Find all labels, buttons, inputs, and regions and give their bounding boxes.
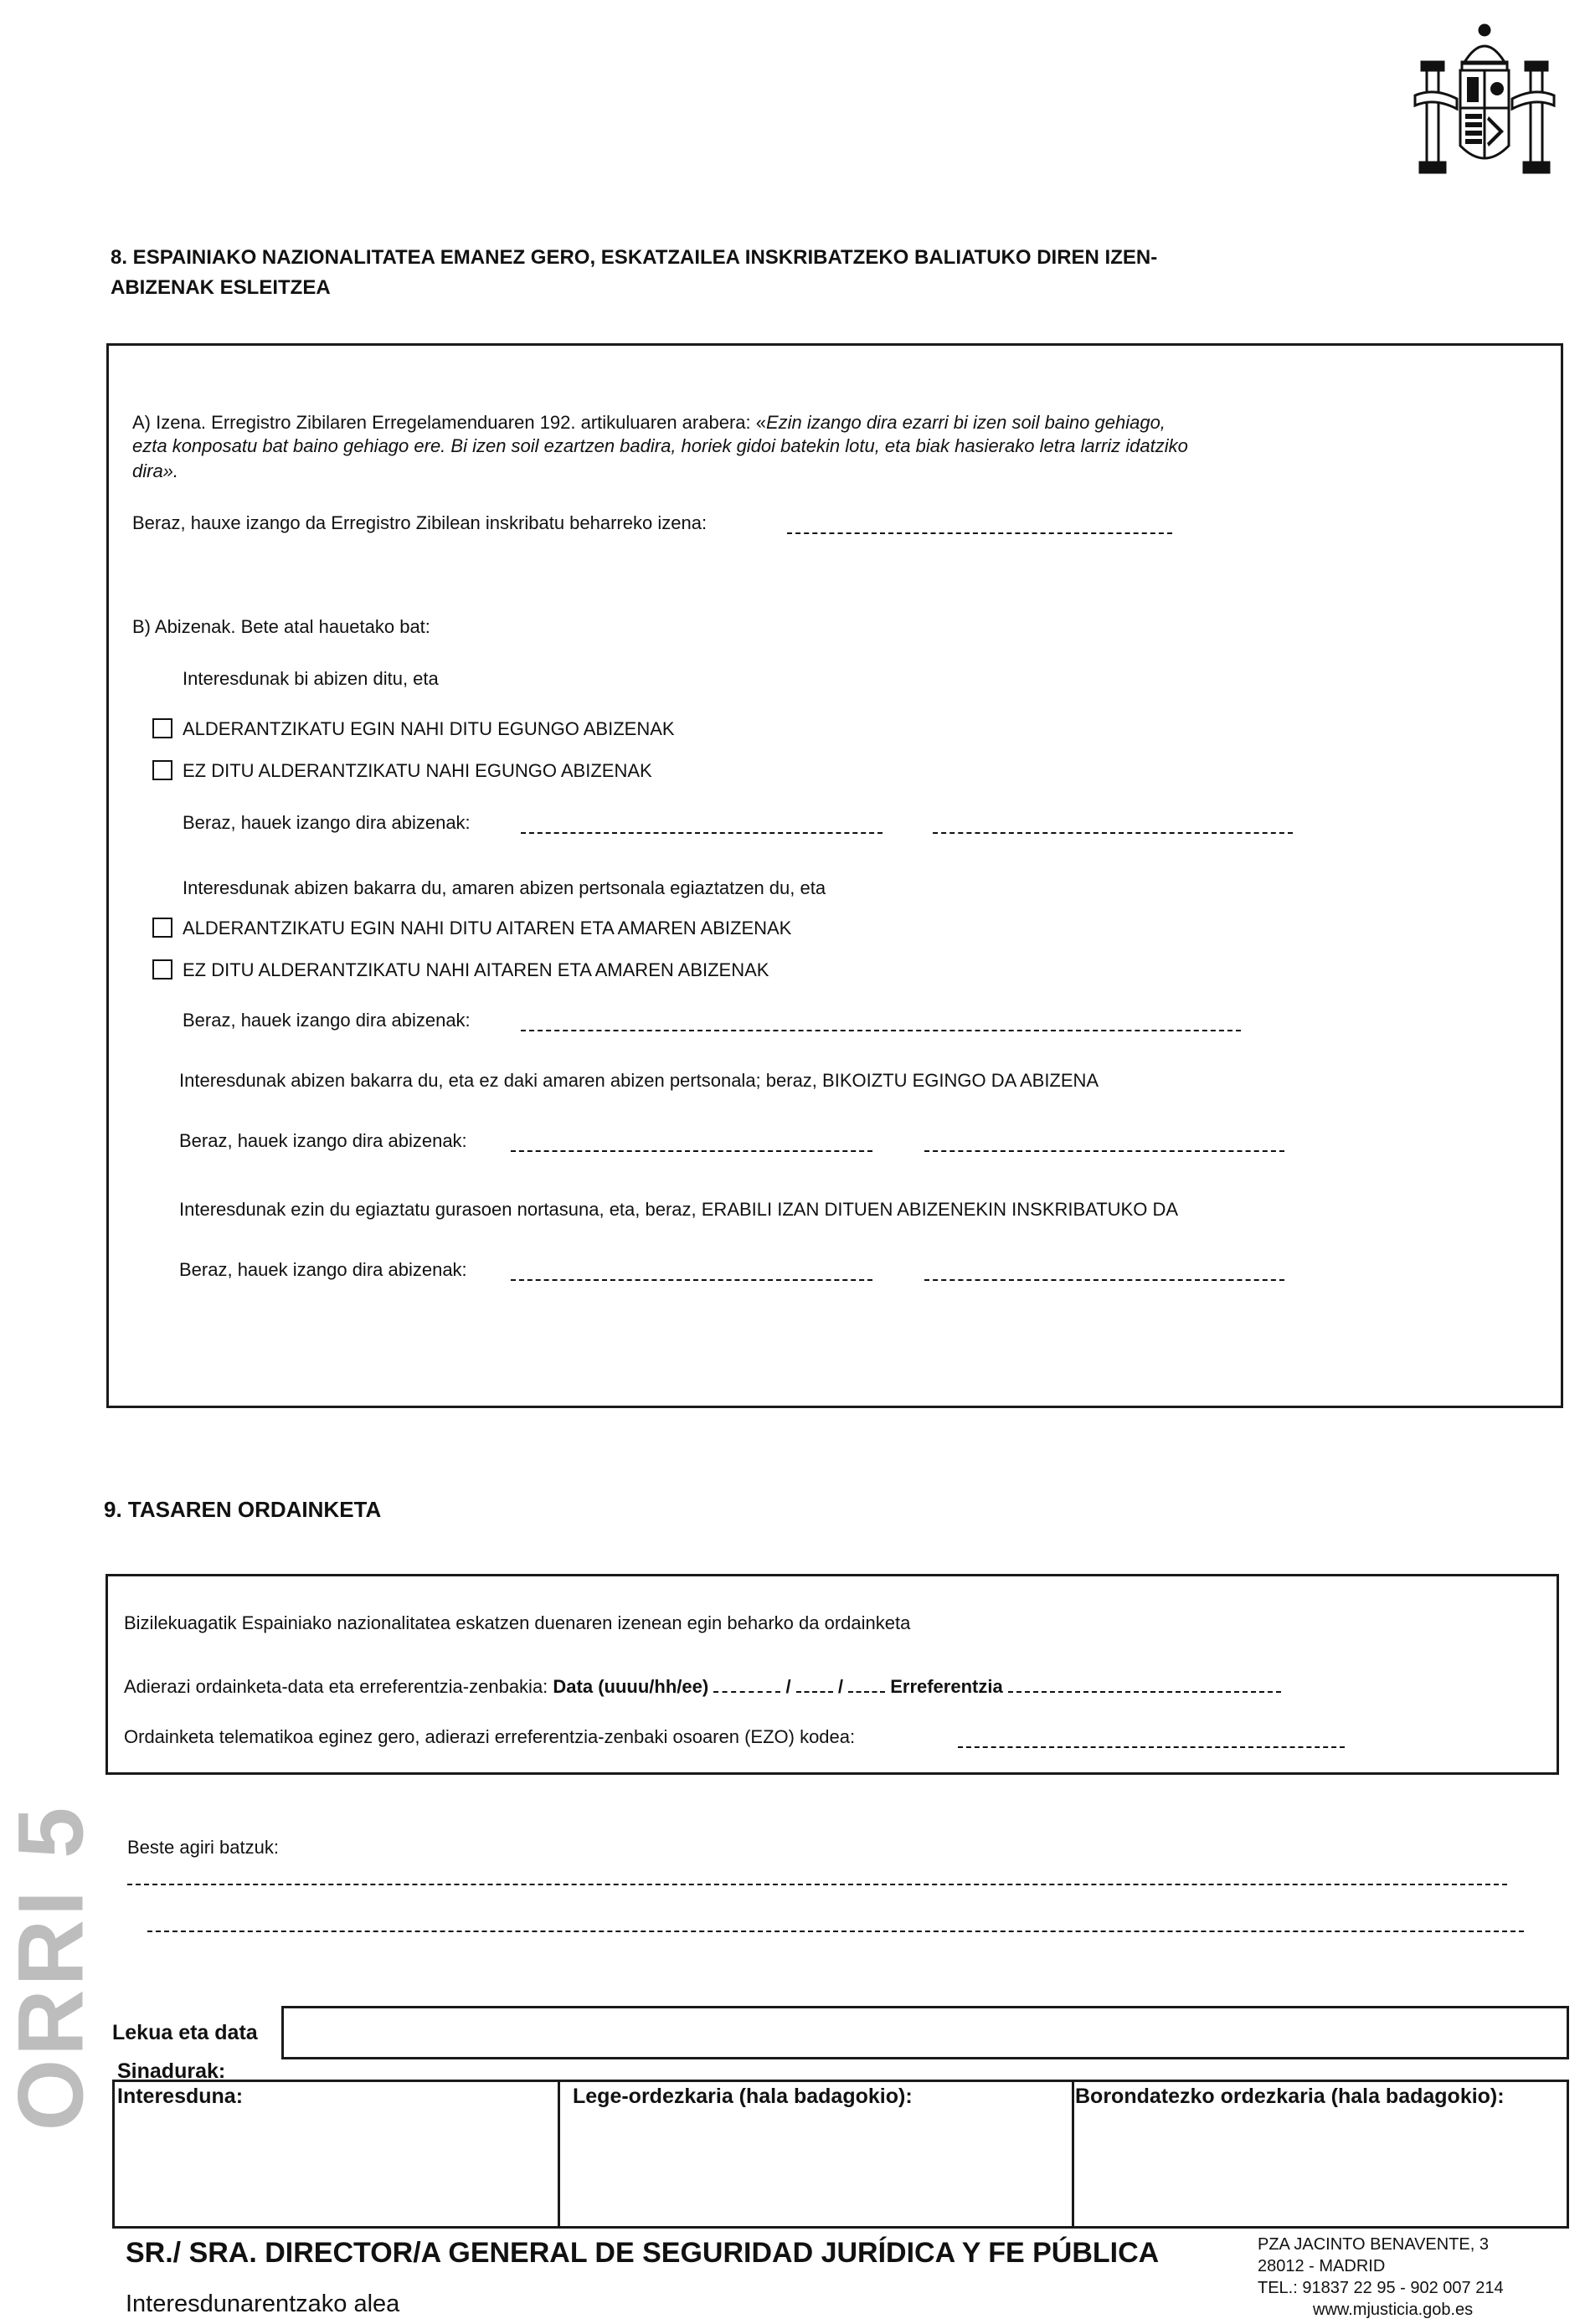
case-2-surnames-field[interactable]	[521, 1021, 1241, 1031]
date-month-field[interactable]	[796, 1683, 833, 1693]
case-1-surname-1-field[interactable]	[521, 824, 883, 834]
names-rule-line-2: ezta konposatu bat baino gehiago ere. Bi izen soil ezartzen badira, horiek gidoi batekin lotu, eta biak hasierako letra larriz idatziko	[132, 435, 1188, 456]
section-9-title: 9. TASAREN ORDAINKETA	[104, 1497, 382, 1522]
checkbox-icon[interactable]	[152, 918, 172, 938]
first-name-label: Beraz, hauxe izango da Erregistro Zibilean inskribatu beharreko izena:	[132, 512, 708, 533]
signature-interested-label: Interesduna:	[117, 2085, 244, 2108]
section-8-title-line-1: 8. ESPAINIAKO NAZIONALITATEA EMANEZ GERO, ESKATZAILEA INSKRIBATZEKO BALIATUKO DIREN IZEN-	[111, 246, 1158, 269]
payment-line-2: Adierazi ordainketa-data eta erreferentzia-zenbakia: Data (uuuu/hh/ee) / / Erreferentzia	[124, 1676, 1281, 1698]
case-1-intro: Interesdunak bi abizen ditu, eta	[183, 668, 439, 689]
case-1-surname-2-field[interactable]	[933, 824, 1293, 834]
checkbox-icon[interactable]	[152, 760, 172, 780]
other-documents-line-1[interactable]	[127, 1884, 1507, 1885]
other-documents-line-2[interactable]	[147, 1931, 1524, 1932]
signature-legal-rep-field[interactable]	[561, 2110, 1070, 2226]
case-2-option-1[interactable]: ALDERANTZIKATU EGIN NAHI DITU AITAREN ETA AMAREN ABIZENAK	[152, 918, 791, 939]
case-3-surname-1-field[interactable]	[511, 1142, 872, 1152]
surnames-title: B) Abizenak. Bete atal hauetako bat:	[132, 616, 430, 637]
payment-line-1: Bizilekuagatik Espainiako nazionalitatea eskatzen duenaren izenean egin beharko da ordainketa	[124, 1612, 911, 1633]
date-day-field[interactable]	[848, 1683, 885, 1693]
case-1-result-label: Beraz, hauek izango dira abizenak:	[183, 812, 471, 833]
reference-field[interactable]	[1008, 1683, 1281, 1693]
case-4-surname-2-field[interactable]	[924, 1271, 1284, 1281]
case-4-intro: Interesdunak ezin du egiaztatu gurasoen nortasuna, eta, beraz, ERABILI IZAN DITUEN ABIZENEKIN INSKRIBATUKO DA	[179, 1199, 1179, 1220]
ezo-code-field[interactable]	[958, 1738, 1345, 1748]
signature-interested-field[interactable]	[115, 2110, 555, 2226]
checkbox-icon[interactable]	[152, 718, 172, 738]
signature-voluntary-rep-field[interactable]	[1075, 2110, 1566, 2226]
case-4-result-label: Beraz, hauek izango dira abizenak:	[179, 1259, 467, 1280]
signatures-divider-2	[1072, 2080, 1074, 2229]
signature-legal-rep-label: Lege-ordezkaria (hala badagokio):	[573, 2085, 913, 2108]
first-name-field[interactable]	[787, 524, 1172, 534]
address-line-1: PZA JACINTO BENAVENTE, 3	[1258, 2235, 1489, 2254]
case-3-result-label: Beraz, hauek izango dira abizenak:	[179, 1130, 467, 1151]
case-2-intro: Interesdunak abizen bakarra du, amaren abizen pertsonala egiaztatzen du, eta	[183, 877, 826, 898]
spain-coat-of-arms-icon	[1405, 12, 1564, 179]
case-2-option-2[interactable]: EZ DITU ALDERANTZIKATU NAHI AITAREN ETA AMAREN ABIZENAK	[152, 959, 769, 981]
case-1-option-2[interactable]: EZ DITU ALDERANTZIKATU NAHI EGUNGO ABIZENAK	[152, 760, 652, 782]
signatures-label: Sinadurak:	[117, 2059, 226, 2083]
signatures-divider-1	[558, 2080, 560, 2229]
date-year-field[interactable]	[713, 1683, 780, 1693]
payment-line-3: Ordainketa telematikoa eginez gero, adierazi erreferentzia-zenbaki osoaren (EZO) kodea:	[124, 1726, 856, 1747]
section-8-box	[106, 343, 1563, 1408]
case-4-surname-1-field[interactable]	[511, 1271, 872, 1281]
other-documents-label: Beste agiri batzuk:	[127, 1837, 279, 1858]
names-rule-line-1: A) Izena. Erregistro Zibilaren Erregelamenduaren 192. artikuluaren arabera: «Ezin izango dira ezarri bi izen soil baino gehiago,	[132, 412, 1166, 433]
names-rule-line-3: dira».	[132, 460, 179, 481]
case-3-surname-2-field[interactable]	[924, 1142, 1284, 1152]
addressee: SR./ SRA. DIRECTOR/A GENERAL DE SEGURIDAD JURÍDICA Y FE PÚBLICA	[126, 2237, 1160, 2269]
copy-note: Interesdunarentzako alea	[126, 2291, 400, 2317]
signature-voluntary-rep-label: Borondatezko ordezkaria (hala badagokio):	[1075, 2085, 1505, 2108]
address-line-2: 28012 - MADRID	[1258, 2257, 1386, 2275]
place-date-label: Lekua eta data	[112, 2021, 258, 2044]
section-8-title-line-2: ABIZENAK ESLEITZEA	[111, 276, 331, 299]
telephone: TEL.: 91837 22 95 - 902 007 214	[1258, 2279, 1504, 2297]
case-1-option-1[interactable]: ALDERANTZIKATU EGIN NAHI DITU EGUNGO ABIZENAK	[152, 718, 675, 740]
website-link[interactable]: www.mjusticia.gob.es	[1313, 2301, 1474, 2319]
side-sheet-label: ORRI 5	[0, 1803, 103, 2131]
case-3-intro: Interesdunak abizen bakarra du, eta ez daki amaren abizen pertsonala; beraz, BIKOIZTU EGINGO DA ABIZENA	[179, 1070, 1099, 1091]
checkbox-icon[interactable]	[152, 959, 172, 979]
case-2-result-label: Beraz, hauek izango dira abizenak:	[183, 1010, 471, 1031]
place-date-field[interactable]	[281, 2006, 1569, 2059]
